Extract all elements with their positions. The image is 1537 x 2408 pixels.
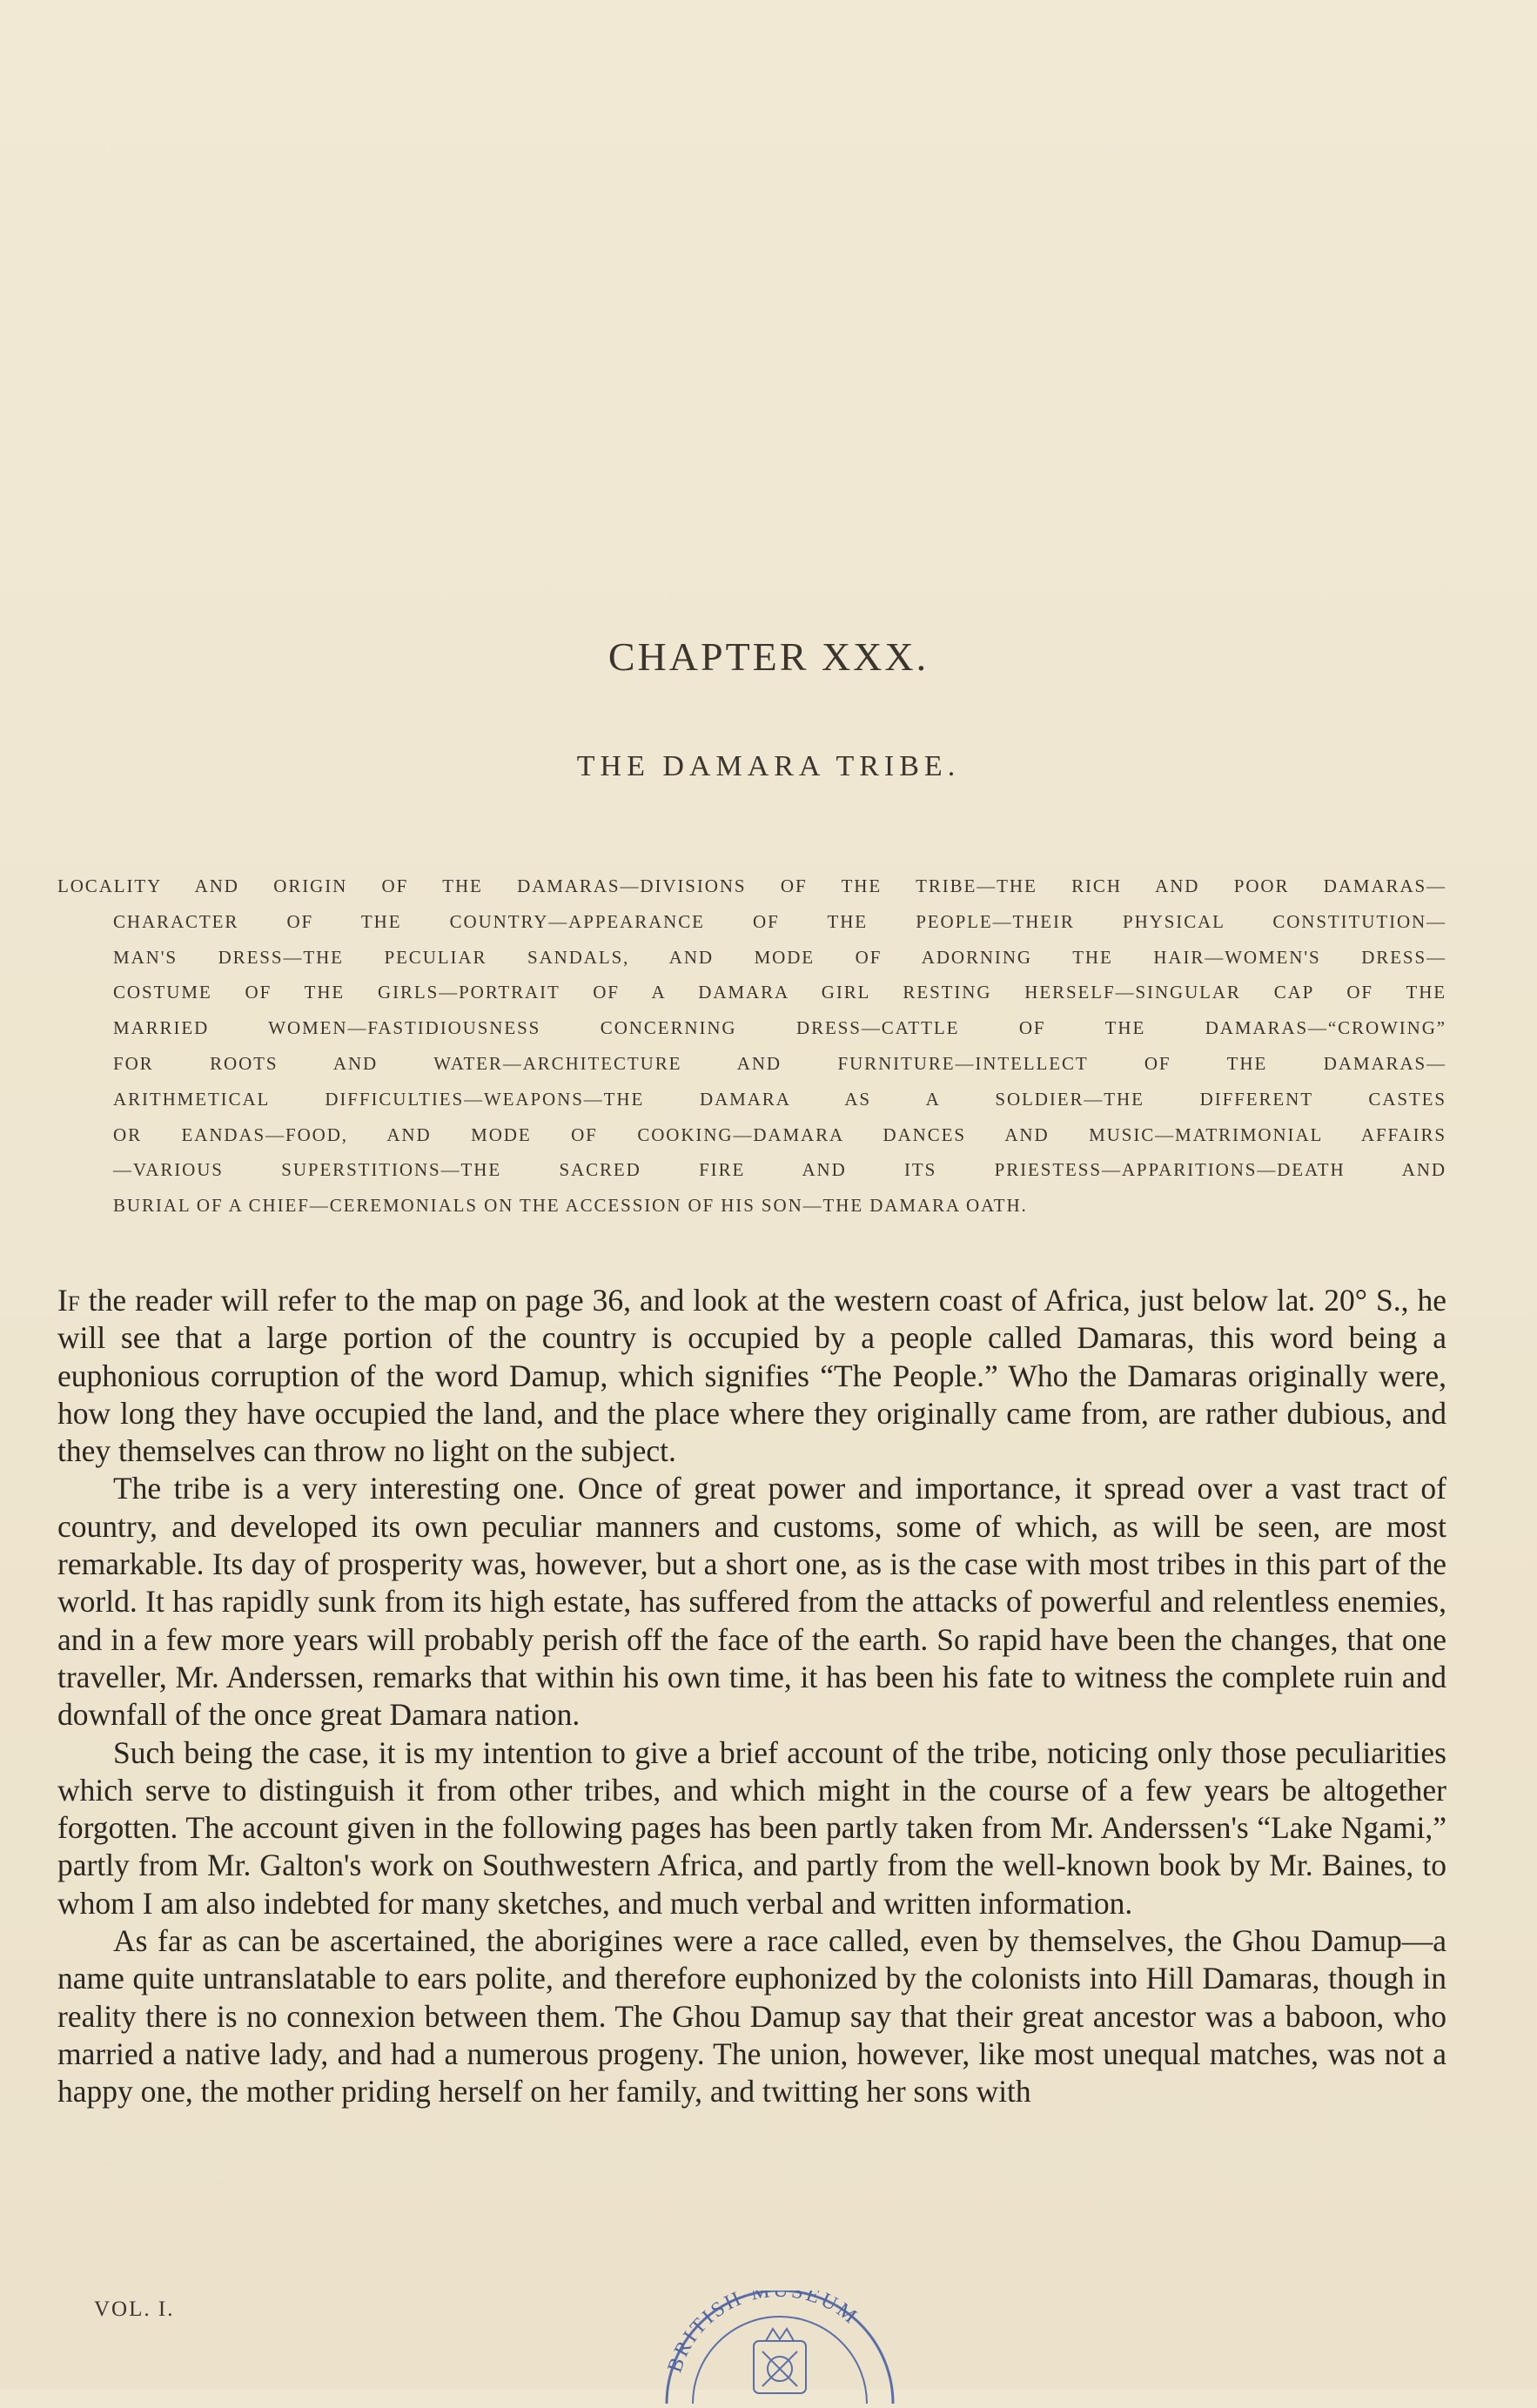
synopsis-line: LOCALITY AND ORIGIN OF THE DAMARAS—DIVISIONS OF THE TRIBE—THE RICH AND POOR DAMARAS— — [57, 875, 1446, 896]
svg-text:BRITISH MUSEUM — [663, 2291, 862, 2376]
paragraph-2: The tribe is a very interesting one. Once of great power and importance, it spread over a vast tract of country, and developed its own peculiar manners and customs, some of which, as will be seen, are most remarkable. Its day of prosperity was, however, but a short one, as is the case with most tribes in this part of the world. It has rapidly sunk from its high estate, has suffered from the attacks of powerful and relentless enemies, and in a few more years will probably perish off the face of the earth. So rapid have been the changes, that one traveller, Mr. Anderssen, remarks that within his own time, it has been his fate to witness the complete ruin and downfall of the once great Damara nation. — [57, 1471, 1446, 1733]
library-stamp-icon — [651, 2291, 909, 2404]
chapter-synopsis — [57, 869, 1446, 1224]
body-text — [57, 1282, 1446, 2111]
synopsis-line: MARRIED WOMEN—FASTIDIOUSNESS CONCERNING DRESS—CATTLE OF THE DAMARAS—“CROWING” — [113, 1017, 1446, 1039]
synopsis-line: FOR ROOTS AND WATER—ARCHITECTURE AND FURNITURE—INTELLECT OF THE DAMARAS— — [113, 1052, 1446, 1074]
synopsis-line: ARITHMETICAL DIFFICULTIES—WEAPONS—THE DAMARA AS A SOLDIER—THE DIFFERENT CASTES — [113, 1088, 1446, 1110]
synopsis-line: BURIAL OF A CHIEF—CEREMONIALS ON THE ACCESSION OF HIS SON—THE DAMARA OATH. — [113, 1195, 1028, 1217]
chapter-subtitle: THE DAMARA TRIBE. — [576, 750, 961, 782]
volume-signature: VOL. I. — [94, 2297, 175, 2321]
synopsis-line: CHARACTER OF THE COUNTRY—APPEARANCE OF THE PEOPLE—THEIR PHYSICAL CONSTITUTION— — [113, 910, 1446, 932]
paragraph-1 — [57, 1282, 1446, 1470]
library-stamp — [651, 2291, 909, 2404]
paragraph-3: Such being the case, it is my intention to give a brief account of the tribe, noticing only those peculiarities which serve to distinguish it from other tribes, and which might in the course of a few years be altogether forgotten. The account given in the following pages has been partly taken from Mr. Anderssen's “Lake Ngami,” partly from Mr. Galton's work on Southwestern Africa, and partly from the well-known book by Mr. Baines, to whom I am also indebted for many sketches, and much verbal and written information. — [57, 1734, 1446, 1921]
synopsis-line: COSTUME OF THE GIRLS—PORTRAIT OF A DAMARA GIRL RESTING HERSELF—SINGULAR CAP OF THE — [113, 982, 1446, 1003]
chapter-title: CHAPTER XXX. — [607, 634, 930, 679]
paragraph-4: As far as can be ascertained, the aborigines were a race called, even by themselves, the Ghou Damup—a name quite untranslatable to ears polite, and therefore euphonized by the colonists into Hill Damaras, though in reality there is no connexion between them. The Ghou Damup say that their great ancestor was a baboon, who married a native lady, and had a numerous progeny. The union, however, like most unequal matches, was not a happy one, the mother priding herself on her family, and twitting her sons with — [57, 1923, 1446, 2110]
synopsis-line: —VARIOUS SUPERSTITIONS—THE SACRED FIRE AND ITS PRIESTESS—APPARITIONS—DEATH AND — [113, 1159, 1446, 1181]
paragraph-1-text: the reader will refer to the map on page 36, and look at the western coast of Africa, just below lat. 20° S., he will see that a large portion of the country is occupied by a people called Damaras, this word being a euphonious corruption of the word Damup, which signifies “The People.” Who the Damaras originally were, how long they have occupied the land, and the place where they originally came from, are rather dubious, and they themselves can throw no light on the subject. — [57, 1283, 1446, 1469]
stamp-text: BRITISH MUSEUM — [663, 2291, 863, 2376]
synopsis-line: MAN'S DRESS—THE PECULIAR SANDALS, AND MODE OF ADORNING THE HAIR—WOMEN'S DRESS— — [113, 946, 1446, 968]
synopsis-line: OR EANDAS—FOOD, AND MODE OF COOKING—DAMARA DANCES AND MUSIC—MATRIMONIAL AFFAIRS — [113, 1124, 1446, 1145]
paragraph-lead-word: If — [57, 1283, 80, 1318]
